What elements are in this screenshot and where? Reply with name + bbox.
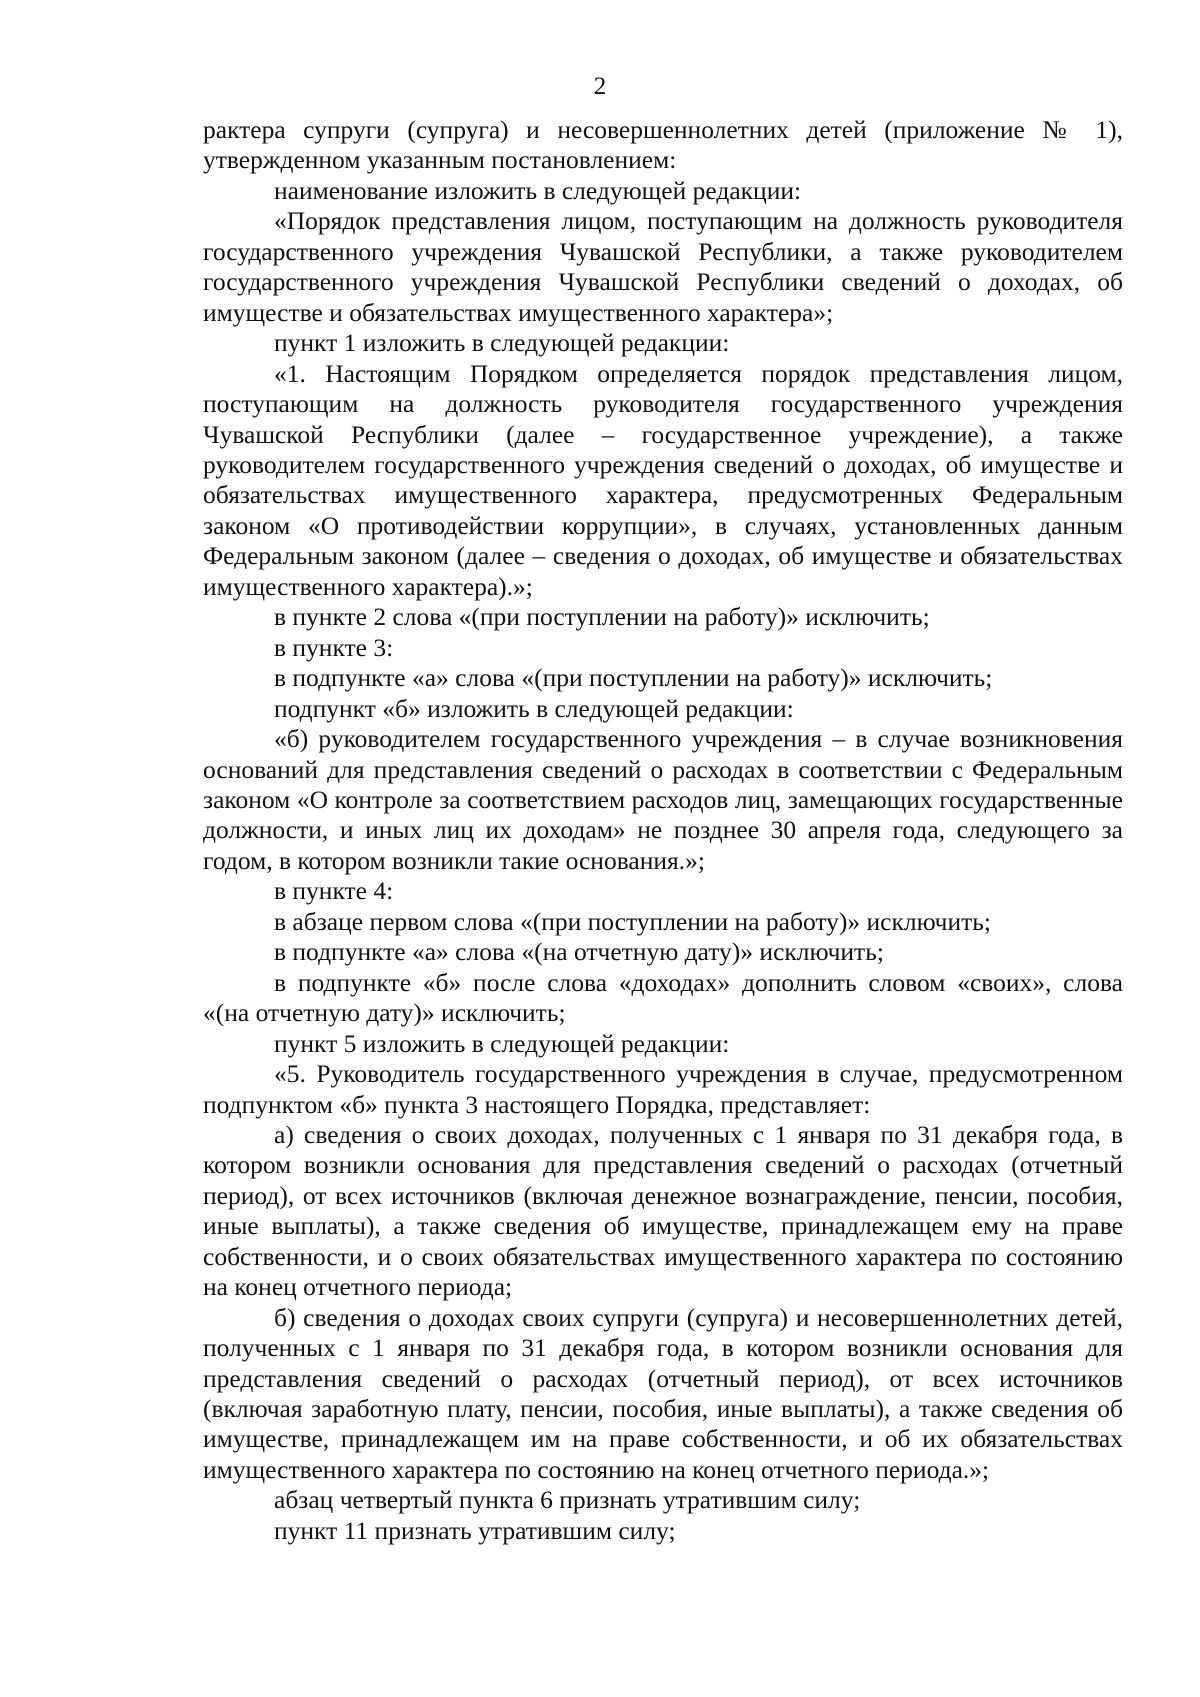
paragraph: б) сведения о доходах своих супруги (супруга) и несовершеннолетних детей, полученных с 1 января по 31 декабря года, в котором возникли основания для представления сведений о расходах (отчетный период), от всех источников (включая заработную плату, пенсии, пособия, иные выплаты), а также сведения об имуществе, принадлежащем им на праве собственности, и об их обязательствах имущественного характера по состоянию на конец отчетного периода.»; <box>203 1302 1123 1484</box>
paragraph: в абзаце первом слова «(при поступлении на работу)» исключить; <box>274 906 992 936</box>
paragraph: абзац четвертый пункта 6 признать утратившим силу; <box>274 1485 861 1515</box>
paragraph: в пункте 4: <box>274 876 394 906</box>
paragraph: в подпункте «б» после слова «доходах» дополнить словом «своих», слова «(на отчетную дату)» исключить; <box>203 967 1123 1028</box>
paragraph: подпункт «б» изложить в следующей редакции: <box>274 693 794 723</box>
paragraph: «1. Настоящим Порядком определяется порядок представления лицом, поступающим на должность руководителя государственного учреждения Чувашской Республики (далее – государственное учреждение), а также руководителем государственного учреждения сведений о доходах, об имуществе и обязательствах имущественного характера, предусмотренных Федеральным законом «О противодействии коррупции», в случаях, установленных данным Федеральным законом (далее – сведения о доходах, об имуществе и обязательствах имущественного характера).»; <box>203 358 1123 601</box>
document-body <box>203 115 1123 1546</box>
paragraph: в пункте 2 слова «(при поступлении на работу)» исключить; <box>274 602 930 632</box>
paragraph: а) сведения о своих доходах, полученных с 1 января по 31 декабря года, в котором возникли основания для представления сведений о расходах (отчетный период), от всех источников (включая денежное вознаграждение, пенсии, пособия, иные выплаты), а также сведения об имуществе, принадлежащем ему на праве собственности, и о своих обязательствах имущественного характера по состоянию на конец отчетного периода; <box>203 1119 1123 1302</box>
paragraph: пункт 5 изложить в следующей редакции: <box>274 1028 730 1058</box>
paragraph: «5. Руководитель государственного учреждения в случае, предусмотренном подпунктом «б» пункта 3 настоящего Порядка, представляет: <box>203 1059 1123 1119</box>
paragraph: наименование изложить в следующей редакции: <box>274 175 802 205</box>
paragraph: в подпункте «а» слова «(при поступлении на работу)» исключить; <box>274 663 993 693</box>
paragraph: в подпункте «а» слова «(на отчетную дату)» исключить; <box>274 937 884 967</box>
paragraph: «б) руководителем государственного учреждения – в случае возникновения оснований для представления сведений о расходах в соответствии с Федеральным законом «О контроле за соответствием расходов лиц, замещающих государственные должности, и иных лиц их доходам» не позднее 30 апреля года, следующего за годом, в котором возникли такие основания.»; <box>203 724 1123 875</box>
paragraph: «Порядок представления лицом, поступающим на должность руководителя государственного учреждения Чувашской Республики, а также руководителем государственного учреждения Чувашской Республики сведений о доходах, об имуществе и обязательствах имущественного характера»; <box>203 206 1123 327</box>
page-number: 2 <box>593 73 607 100</box>
paragraph: пункт 11 признать утратившим силу; <box>274 1515 676 1545</box>
paragraph: рактера супруги (супруга) и несовершеннолетних детей (приложение № 1), утвержденном указанным постановлением: <box>203 115 1123 175</box>
paragraph: пункт 1 изложить в следующей редакции: <box>274 328 730 358</box>
paragraph: в пункте 3: <box>274 632 394 662</box>
